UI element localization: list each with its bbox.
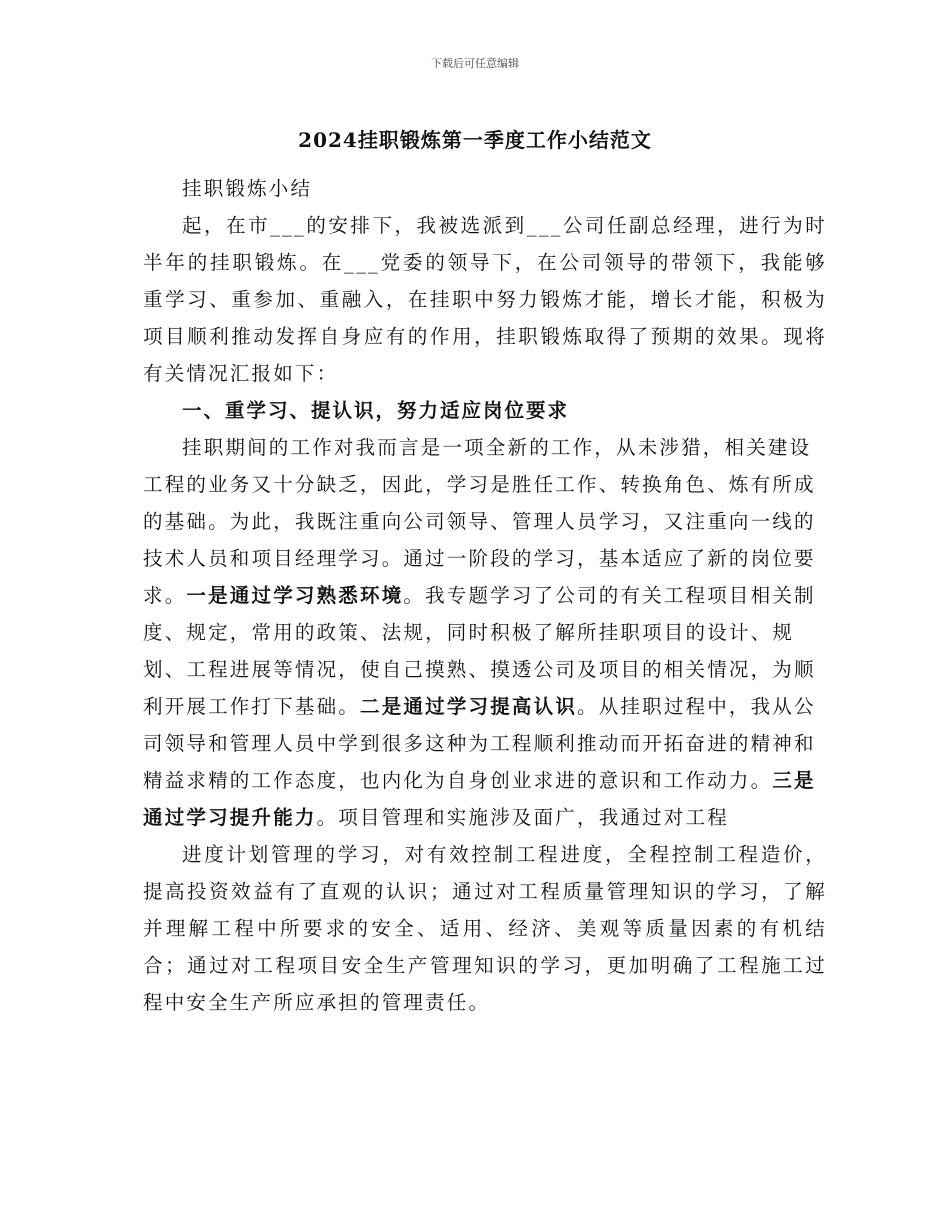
paragraph-text: 。我专题学习了公司的有关工程项目相关制度、规定，常用的政策、法规，同时积极了解所挂职项目的设计、规划、工程进展等情况，使自己摸熟、摸透公司及项目的相关情况，为顺利开展工作打下基础。 [143,584,816,718]
document-body [143,170,827,1021]
bold-point-1: 一是通过学习熟悉环境 [186,584,404,607]
subtitle: 挂职锻炼小结 [182,177,313,200]
bold-point-2: 二是通过学习提高认识 [360,695,578,718]
section-heading-1: 一、重学习、提认识，努力适应岗位要求 [182,399,570,422]
paragraph-text: 。从挂职过程中，我从公司领导和管理人员中学到很多这种为工程顺利推动而开拓奋进的精神和精益求精的工作态度，也内化为自身创业求进的意识和工作动力。 [143,695,816,792]
bold-point-3: 三是通过学习提升能力 [143,769,816,829]
document-title: 2024挂职锻炼第一季度工作小结范文 [298,128,652,152]
body-paragraph-2: 进度计划管理的学习，对有效控制工程进度，全程控制工程造价，提高投资效益有了直观的认识；通过对工程质量管理知识的学习，了解并理解工程中所要求的安全、适用、经济、美观等质量因素的有机结合；通过对工程项目安全生产管理知识的学习，更加明确了工程施工过程中安全生产所应承担的管理责任。 [143,843,827,1014]
paragraph-text: 挂职期间的工作对我而言是一项全新的工作，从未涉猎，相关建设工程的业务又十分缺乏，因此，学习是胜任工作、转换角色、炼有所成的基础。为此，我既注重向公司领导、管理人员学习，又注重向一线的技术人员和项目经理学习。通过一阶段的学习，基本适应了新的岗位要求。 [143,436,816,607]
body-paragraph-1 [143,429,827,836]
paragraph-text: 。项目管理和实施涉及面广，我通过对工程 [316,806,729,829]
page-header-note: 下载后可任意编辑 [431,57,519,70]
intro-paragraph: 起，在市___的安排下，我被选派到___公司任副总经理，进行为时半年的挂职锻炼。在___党委的领导下，在公司领导的带领下，我能够重学习、重参加、重融入，在挂职中努力锻炼才能，增长才能，积极为项目顺利推动发挥自身应有的作用，挂职锻炼取得了预期的效果。现将有关情况汇报如下： [143,214,827,385]
